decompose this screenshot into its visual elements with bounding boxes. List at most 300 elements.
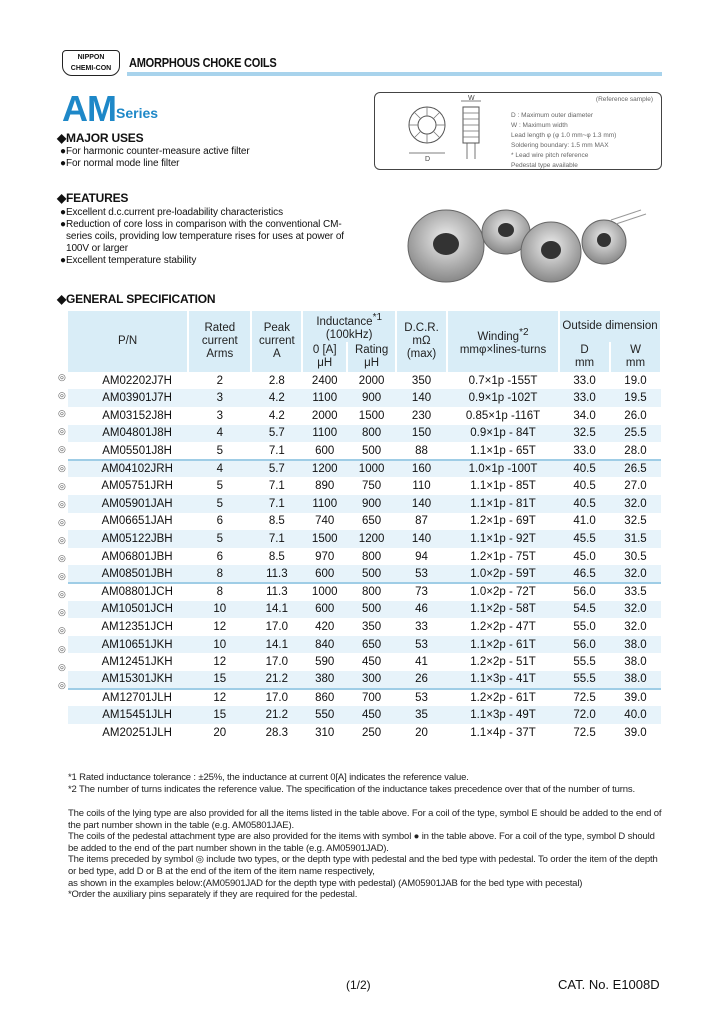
cell-dcr: 94 [415,550,428,563]
spec-table-body [68,372,661,741]
cell-rated: 5 [188,495,251,513]
cell-pn: AM04102JRH [68,460,188,478]
row-symbol: ◎ [58,571,66,582]
diagram-d-label: D [425,156,431,163]
features-heading: ◆FEATURES [57,191,129,205]
toroid-coil-small [582,210,646,264]
cell-winding: 1.1×1p - 92T [447,530,559,548]
col-rated-current [188,311,251,372]
cell-indr: 450 [347,706,396,724]
header-text: Rating [354,343,389,356]
cell-pn: AM10651JKH [68,636,188,654]
cell-w: 26.5 [610,460,661,478]
row-symbol: ◎ [58,643,66,654]
cell-rated: 12 [213,620,227,633]
list-item-text: For harmonic counter-measure active filter [65,146,250,157]
cell-w: 39.0 [624,726,647,739]
cell-rated: 6 [216,550,223,563]
cell-indr: 800 [347,583,396,601]
list-item: ●Excellent temperature stability [60,255,197,266]
cell-d: 32.5 [559,425,610,443]
list-item: ●Reduction of core loss in comparison with the conventional CM-series coils, providing low temperature rises for uses at power of 100V or larger [60,219,344,254]
cell-dcr: 87 [415,515,428,528]
cell-winding: 1.1×1p - 85T [470,480,536,493]
cell-peak: 17.0 [265,656,289,669]
cell-pn: AM03901J7H [68,389,188,407]
list-item-text: For normal mode line filter [65,158,180,169]
cell-w: 19.0 [624,374,647,387]
ordering-notes [68,808,662,901]
cell-ind0: 600 [315,444,335,457]
table-row [68,407,661,425]
toroid-coil-pedestal [521,222,581,282]
row-symbol: ◎ [58,625,66,636]
title-underline-bar [127,72,662,76]
cell-indr: 900 [347,495,396,513]
col-inductance [302,311,396,342]
legend-line: D : Maximum outer diameter [511,112,593,119]
header-unit: mmφ×lines-turns [459,343,547,356]
cell-w: 27.0 [624,480,647,493]
list-item: ●For normal mode line filter [60,158,180,169]
cell-indr: 800 [362,550,382,563]
footnote-2: *2 The number of turns indicates the reference value. The specification of the inductance takes precedence over that of the number of turns. [68,783,635,795]
cell-peak: 7.1 [268,444,285,457]
cell-pn: AM02202J7H [102,374,172,387]
cell-rated: 4 [188,460,251,478]
diagram-legend [511,111,616,171]
cell-peak: 28.3 [265,726,289,739]
header-text: D.C.R. [404,321,439,334]
cell-pn: AM12701JLH [68,689,188,707]
table-row [68,530,661,548]
cell-peak: 4.2 [268,409,285,422]
header-text: Winding [477,330,520,343]
cell-ind0: 310 [315,726,335,739]
row-symbol: ◎ [58,444,66,455]
cell-dcr: 20 [415,726,428,739]
table-row [68,653,661,671]
coil-drawing-icon [381,95,509,169]
cell-w: 40.0 [610,706,661,724]
row-symbol: ◎ [58,589,66,600]
cell-dcr: 150 [396,425,447,443]
legend-line: W : Maximum width [511,122,568,129]
header-unit: mΩ [412,334,431,347]
cell-d: 33.0 [573,444,596,457]
cell-winding: 1.0×2p - 72T [447,583,559,601]
cell-ind0: 380 [302,671,347,689]
cell-rated: 12 [213,656,227,669]
table-row [68,548,661,566]
cell-dcr: 33 [415,620,428,633]
col-outside-dimension [559,311,661,342]
row-symbol: ◎ [58,553,66,563]
cell-winding: 1.1×3p - 41T [447,671,559,689]
cell-rated: 15 [188,671,251,689]
cell-pn: AM03152J8H [102,409,172,422]
cell-rated: 5 [216,444,223,457]
cell-ind0: 1200 [302,460,347,478]
cell-pn: AM05751JRH [101,480,173,493]
cell-rated: 10 [188,636,251,654]
cell-dcr: 88 [415,444,428,457]
header-text: Rated current [201,321,238,347]
cell-indr: 650 [347,636,396,654]
cell-winding: 1.1×4p - 37T [470,726,536,739]
cell-winding: 1.2×1p - 75T [470,550,536,563]
cell-ind0: 970 [315,550,335,563]
logo-line2: CHEMI-CON [70,65,112,72]
cell-ind0: 1500 [302,530,347,548]
cell-peak: 5.7 [251,425,302,443]
paragraph: *Order the auxiliary pins separately if they are required for the pedestal. [68,889,358,901]
cell-peak: 14.1 [251,636,302,654]
row-symbol: ◎ [58,408,66,419]
cell-d: 45.5 [559,530,610,548]
list-item: ●For harmonic counter-measure active filter [60,146,250,157]
cell-rated: 6 [216,515,223,528]
table-row [68,601,661,619]
row-symbol: ◎ [58,661,66,672]
cell-winding: 1.2×2p - 51T [470,656,536,669]
header-text: D [580,343,589,356]
logo-line1: NIPPON [77,54,105,61]
cell-dcr: 46 [396,601,447,619]
cell-winding: 0.7×1p -155T [468,374,538,387]
cell-winding: 1.2×2p - 61T [447,689,559,707]
col-dcr [396,311,447,372]
legend-line: Soldering boundary: 1.5 mm MAX [511,142,609,149]
cell-dcr: 26 [396,671,447,689]
cell-w: 38.0 [624,656,647,669]
cell-w: 30.5 [624,550,647,563]
cell-indr: 450 [362,656,382,669]
cell-d: 72.0 [559,706,610,724]
cell-d: 33.0 [559,389,610,407]
list-item: ●Excellent d.c.current pre-loadability characteristics [60,207,283,218]
table-row [68,618,661,636]
cell-pn: AM08801JCH [68,583,188,601]
cell-pn: AM08501JBH [68,565,188,583]
cell-pn: AM15301JKH [68,671,188,689]
cell-ind0: 840 [302,636,347,654]
cell-rated: 3 [188,389,251,407]
nippon-chemicon-logo [62,50,120,76]
paragraph: as shown in the examples below:(AM05901JAD for the depth type with pedestal) (AM05901JAB for the bed type with pecestal) [68,877,583,889]
cell-rated: 20 [213,726,227,739]
major-uses-heading: ◆MAJOR USES [57,131,144,145]
cell-peak: 8.5 [268,515,285,528]
table-row [68,636,661,654]
series-main: AM [62,88,116,129]
cell-pn: AM06651JAH [101,515,173,528]
cell-pn: AM05901JAH [68,495,188,513]
cell-d: 40.5 [559,460,610,478]
cell-winding: 1.2×1p - 69T [470,515,536,528]
row-symbol: ◎ [58,372,66,382]
cell-d: 40.5 [559,495,610,513]
cell-w: 32.5 [624,515,647,528]
cell-indr: 900 [347,389,396,407]
col-w [610,342,661,372]
cell-pn: AM05501J8H [102,444,172,457]
reference-diagram [374,92,662,170]
major-uses-list [60,146,250,170]
list-item-text: Excellent temperature stability [65,255,197,266]
cell-winding: 0.85×1p -116T [465,409,541,422]
cell-winding: 1.1×1p - 81T [447,495,559,513]
table-row [68,477,661,495]
table-row [68,724,661,742]
cell-peak: 17.0 [251,689,302,707]
row-symbol: ◎ [58,498,66,509]
cell-peak: 21.2 [251,671,302,689]
cell-winding: 1.0×2p - 59T [447,565,559,583]
row-symbol: ◎ [58,480,66,491]
cell-indr: 700 [347,689,396,707]
cell-indr: 650 [362,515,382,528]
cell-winding: 1.2×2p - 47T [470,620,536,633]
cell-winding: 0.9×1p - 84T [447,425,559,443]
cell-dcr: 140 [396,389,447,407]
cell-ind0: 420 [315,620,335,633]
table-header-row [68,311,661,342]
cell-peak: 7.1 [268,480,285,493]
cell-d: 55.5 [573,656,596,669]
cell-dcr: 53 [396,636,447,654]
cell-ind0: 860 [302,689,347,707]
cell-indr: 2000 [358,374,385,387]
cell-d: 34.0 [573,409,596,422]
cell-d: 45.0 [573,550,596,563]
cell-winding: 1.1×2p - 58T [447,601,559,619]
cell-peak: 11.3 [251,583,302,601]
cell-rated: 15 [188,706,251,724]
cell-dcr: 53 [396,689,447,707]
cell-d: 56.0 [559,583,610,601]
cell-rated: 4 [188,425,251,443]
header-unit: mm [625,356,646,369]
list-item-text: Reduction of core loss in comparison with the conventional CM-series coils, providing low temperature rises for uses at power of 100V or larger [65,219,344,254]
paragraph: The items preceded by symbol ◎ include two types, or the depth type with pedestal and the bed type with pedestal. To order the item of the depth or bed type, add D or B at the end of the item of the item name respectively, [68,854,658,877]
cell-winding: 1.1×1p - 65T [470,444,536,457]
header-unit: μH [364,356,380,369]
cell-peak: 7.1 [251,530,302,548]
cell-indr: 1500 [358,409,385,422]
cell-d: 54.5 [559,601,610,619]
footnote-mark: *1 [372,312,383,323]
col-ind-0a [302,342,347,372]
major-uses-heading-text: MAJOR USES [66,131,144,145]
cell-peak: 21.2 [251,706,302,724]
page-number: (1/2) [346,978,371,992]
cell-peak: 17.0 [265,620,289,633]
header-unit: (100kHz) [325,328,373,341]
cell-dcr: 160 [396,460,447,478]
cell-dcr: 230 [411,409,432,422]
spec-table [68,311,662,741]
col-winding [447,311,559,372]
cell-winding: 1.1×3p - 49T [447,706,559,724]
col-pn [68,311,188,372]
cell-w: 39.0 [610,689,661,707]
row-symbol: ◎ [58,426,66,437]
cell-ind0: 1100 [302,425,347,443]
row-symbol: ◎ [58,390,66,401]
cell-d: 40.5 [573,480,596,493]
table-row [68,372,661,390]
table-row [68,565,661,583]
product-photo [406,206,660,286]
cell-peak: 4.2 [251,389,302,407]
cell-dcr: 73 [396,583,447,601]
table-row [68,583,661,601]
cell-ind0: 1100 [302,495,347,513]
cell-w: 32.0 [610,565,661,583]
cell-d: 46.5 [559,565,610,583]
cell-winding: 1.1×2p - 61T [447,636,559,654]
cell-peak: 7.1 [251,495,302,513]
cell-peak: 11.3 [251,565,302,583]
cell-rated: 10 [188,601,251,619]
table-row [68,389,661,407]
cell-peak: 14.1 [251,601,302,619]
paragraph: The coils of the lying type are also provided for all the items listed in the table above. For a coil of the type, symbol E should be added to the end of the part number shown in the table (e.g. AM05801JAE). [68,808,662,831]
cell-ind0: 1100 [302,389,347,407]
cell-peak: 2.8 [268,374,285,387]
col-ind-rating [347,342,396,372]
footnotes [68,772,635,795]
cell-rated: 5 [188,530,251,548]
cell-d: 41.0 [573,515,596,528]
cell-w: 38.0 [610,671,661,689]
paragraph: The coils of the pedestal attachment type are also provided for the items with symbol ● in the table above. For a coil of the type, symbol D should be added to the end of the part number shown in the table (e.g. AM05901JAD). [68,831,655,854]
header-text: Outside dimension [562,319,658,332]
row-symbol: ◎ [58,607,66,618]
series-sub: Series [116,105,159,121]
legend-line: Lead length φ (φ 1.0 mm~φ 1.3 mm) [511,132,617,139]
header-text: 0 [A] [312,343,337,356]
footnote-1: *1 Rated inductance tolerance : ±25%, the inductance at current 0[A] indicates the reference value. [68,772,469,783]
catalog-number: CAT. No. E1008D [558,977,660,992]
cell-indr: 1200 [347,530,396,548]
col-d [559,342,610,372]
legend-line: * Lead wire pitch reference [511,152,589,159]
cell-rated: 3 [216,409,223,422]
series-title [62,88,158,130]
cell-dcr: 35 [396,706,447,724]
cell-pn: AM15451JLH [68,706,188,724]
cell-indr: 350 [362,620,382,633]
table-row [68,706,661,724]
cell-w: 38.0 [610,636,661,654]
cell-pn: AM20251JLH [102,726,172,739]
table-row [68,671,661,689]
cell-peak: 5.7 [251,460,302,478]
cell-d: 55.5 [559,671,610,689]
cell-w: 19.5 [610,389,661,407]
cell-w: 25.5 [610,425,661,443]
header-text: W [630,343,641,356]
cell-dcr: 110 [412,480,431,493]
spec-heading: ◆GENERAL SPECIFICATION [57,292,216,306]
cell-w: 32.0 [610,495,661,513]
header-unit: μH [317,356,333,369]
cell-dcr: 350 [411,374,432,387]
diagram-w-label: W [468,95,475,102]
cell-pn: AM10501JCH [68,601,188,619]
cell-ind0: 600 [302,565,347,583]
cell-d: 55.0 [573,620,596,633]
cell-indr: 500 [362,444,382,457]
cell-w: 31.5 [610,530,661,548]
cell-rated: 8 [188,583,251,601]
header-unit: mm [574,356,595,369]
header-text: Peak current [258,321,295,347]
spec-heading-text: GENERAL SPECIFICATION [66,292,216,306]
cell-indr: 500 [347,601,396,619]
cell-w: 33.5 [610,583,661,601]
cell-indr: 1000 [347,460,396,478]
cell-pn: AM12351JCH [101,620,173,633]
features-heading-text: FEATURES [66,191,129,205]
cell-w: 26.0 [624,409,647,422]
cell-pn: AM05122JBH [68,530,188,548]
table-row [68,442,661,460]
header-text: P/N [118,334,138,347]
document-title: AMORPHOUS CHOKE COILS [129,55,277,70]
table-row [68,513,661,531]
table-row [68,425,661,443]
cell-ind0: 600 [302,601,347,619]
cell-ind0: 2000 [311,409,338,422]
cell-ind0: 2400 [311,374,338,387]
cell-rated: 2 [216,374,223,387]
cell-indr: 500 [347,565,396,583]
cell-indr: 750 [362,480,382,493]
cell-winding: 1.0×1p -100T [447,460,559,478]
cell-dcr: 53 [396,565,447,583]
table-row [68,689,661,707]
cell-d: 33.0 [573,374,596,387]
cell-d: 72.5 [573,726,596,739]
header-unit: (max) [406,347,437,360]
legend-line: Pedestal type available [511,162,578,169]
cell-rated: 12 [188,689,251,707]
cell-w: 32.0 [624,620,647,633]
cell-indr: 250 [362,726,382,739]
cell-indr: 800 [347,425,396,443]
features-list [60,207,360,267]
header-unit: A [273,347,281,360]
row-symbol: ◎ [58,516,66,527]
cell-d: 56.0 [559,636,610,654]
diagram-ref-label: (Reference sample) [595,96,653,103]
cell-indr: 300 [347,671,396,689]
row-symbol: ◎ [58,534,66,545]
row-symbol: ◎ [58,462,66,473]
list-item-text: Excellent d.c.current pre-loadability characteristics [65,207,283,218]
cell-ind0: 550 [302,706,347,724]
cell-w: 32.0 [610,601,661,619]
cell-pn: AM06801JBH [101,550,173,563]
cell-dcr: 140 [396,495,447,513]
cell-rated: 5 [216,480,223,493]
cell-ind0: 1000 [302,583,347,601]
cell-d: 72.5 [559,689,610,707]
cell-dcr: 140 [396,530,447,548]
